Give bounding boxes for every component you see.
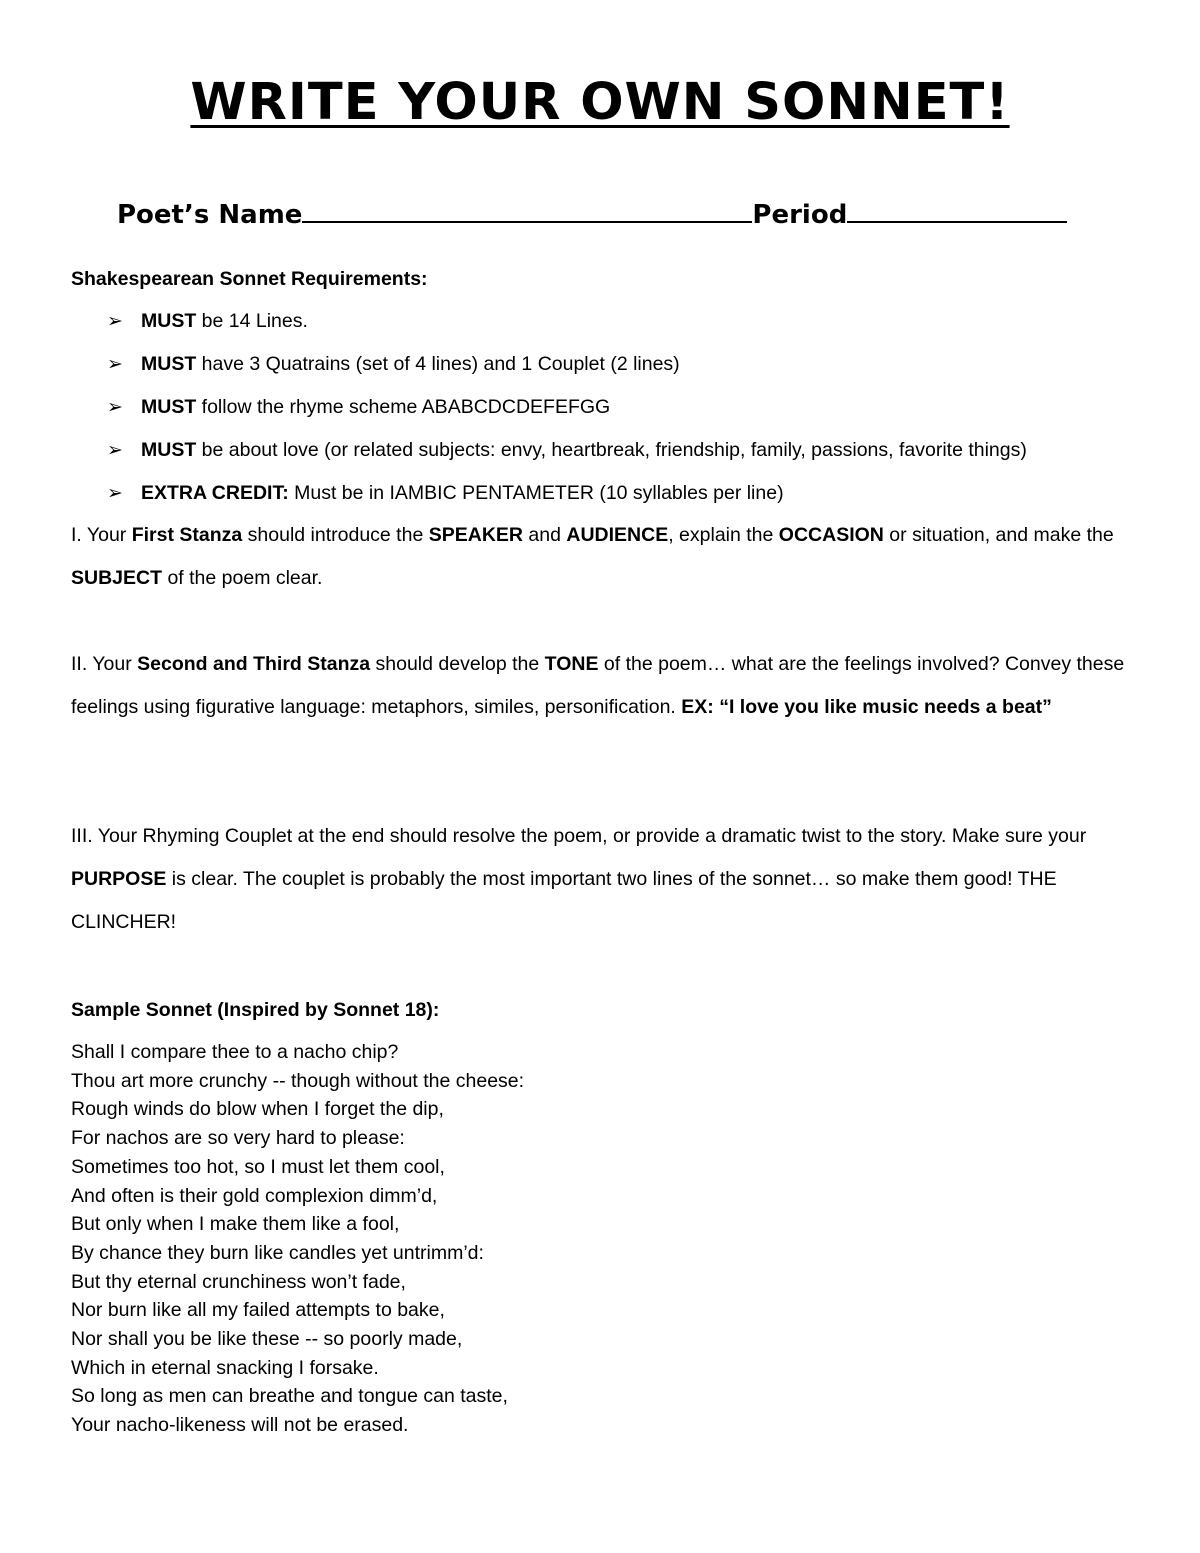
instruction-keyword: TONE	[544, 653, 599, 675]
sample-sonnet-poem	[71, 1038, 524, 1440]
poem-line: Nor shall you be like these -- so poorly made,	[71, 1328, 463, 1351]
first-stanza-instructions	[71, 514, 1141, 600]
period-label: Period	[752, 200, 848, 230]
arrow-bullet-icon: ➢	[107, 482, 123, 504]
poem-line: But thy eternal crunchiness won’t fade,	[71, 1270, 406, 1293]
poem-line: Nor burn like all my failed attempts to bake,	[71, 1299, 445, 1322]
requirement-text: Must be in IAMBIC PENTAMETER (10 syllables per line)	[288, 482, 784, 504]
instruction-text: III. Your Rhyming Couplet at the end should resolve the poem, or provide a dramatic twist to the story. Make sure your	[71, 825, 1087, 847]
instruction-text: should introduce the	[242, 524, 429, 546]
sample-sonnet-heading: Sample Sonnet (Inspired by Sonnet 18):	[71, 999, 440, 1021]
instruction-keyword: OCCASION	[778, 524, 884, 546]
poem-line: For nachos are so very hard to please:	[71, 1127, 405, 1150]
requirement-keyword: MUST	[141, 353, 197, 375]
arrow-bullet-icon: ➢	[107, 439, 123, 461]
instruction-text: is clear. The couplet is probably the most important two lines of the sonnet… so make them good! THE CLINCHER!	[71, 868, 1057, 933]
poem-line: So long as men can breathe and tongue can taste,	[71, 1385, 508, 1408]
instruction-keyword: First Stanza	[131, 524, 243, 546]
period-blank[interactable]	[847, 197, 1067, 223]
instruction-text: or situation, and make the	[883, 524, 1114, 546]
poem-line: Sometimes too hot, so I must let them cool,	[71, 1155, 445, 1178]
requirement-keyword: EXTRA CREDIT:	[141, 482, 289, 504]
arrow-bullet-icon: ➢	[107, 396, 123, 418]
requirement-text: follow the rhyme scheme ABABCDCDEFEFGG	[196, 396, 611, 418]
instruction-keyword: AUDIENCE	[566, 524, 669, 546]
requirement-text: be 14 Lines.	[196, 310, 308, 332]
poem-line: But only when I make them like a fool,	[71, 1213, 400, 1236]
poem-line: Shall I compare thee to a nacho chip?	[71, 1041, 399, 1063]
instruction-keyword: PURPOSE	[71, 868, 167, 890]
page-title: WRITE YOUR OWN SONNET!	[190, 73, 1010, 132]
requirement-keyword: MUST	[141, 396, 197, 418]
instruction-text: of the poem… what are the feelings involved? Convey these feelings using figurative language: metaphors, similes, personification.	[71, 653, 1125, 718]
second-third-stanza-instructions	[71, 643, 1141, 729]
instruction-text: and	[523, 524, 567, 546]
poem-line: By chance they burn like candles yet untrimm’d:	[71, 1241, 484, 1264]
instruction-keyword: Second and Third Stanza	[137, 653, 371, 675]
requirement-keyword: MUST	[141, 439, 197, 461]
poem-line: Which in eternal snacking I forsake.	[71, 1356, 379, 1379]
instruction-text: II. Your	[71, 653, 138, 675]
poem-line: Rough winds do blow when I forget the dip,	[71, 1098, 444, 1121]
instruction-text: , explain the	[668, 524, 779, 546]
poem-line: Your nacho-likeness will not be erased.	[71, 1414, 409, 1437]
poem-line: Thou art more crunchy -- though without the cheese:	[71, 1069, 525, 1092]
poet-name-label: Poet’s Name	[117, 200, 303, 230]
requirement-text: have 3 Quatrains (set of 4 lines) and 1 Couplet (2 lines)	[196, 353, 680, 375]
poet-info-line	[117, 197, 1067, 233]
instruction-text: should develop the	[370, 653, 545, 675]
instruction-text: of the poem clear.	[162, 567, 323, 589]
couplet-instructions	[71, 815, 1141, 944]
instruction-example: EX: “I love you like music needs a beat”	[681, 696, 1052, 718]
arrow-bullet-icon: ➢	[107, 310, 123, 332]
requirements-heading: Shakespearean Sonnet Requirements:	[71, 268, 428, 290]
instruction-keyword: SUBJECT	[71, 567, 163, 589]
instruction-text: I. Your	[71, 524, 132, 546]
poet-name-blank[interactable]	[302, 197, 752, 223]
poem-line: And often is their gold complexion dimm’d,	[71, 1184, 438, 1207]
requirement-text: be about love (or related subjects: envy, heartbreak, friendship, family, passions, favorite things)	[196, 439, 1027, 461]
instruction-keyword: SPEAKER	[428, 524, 523, 546]
requirement-keyword: MUST	[141, 310, 197, 332]
arrow-bullet-icon: ➢	[107, 353, 123, 375]
